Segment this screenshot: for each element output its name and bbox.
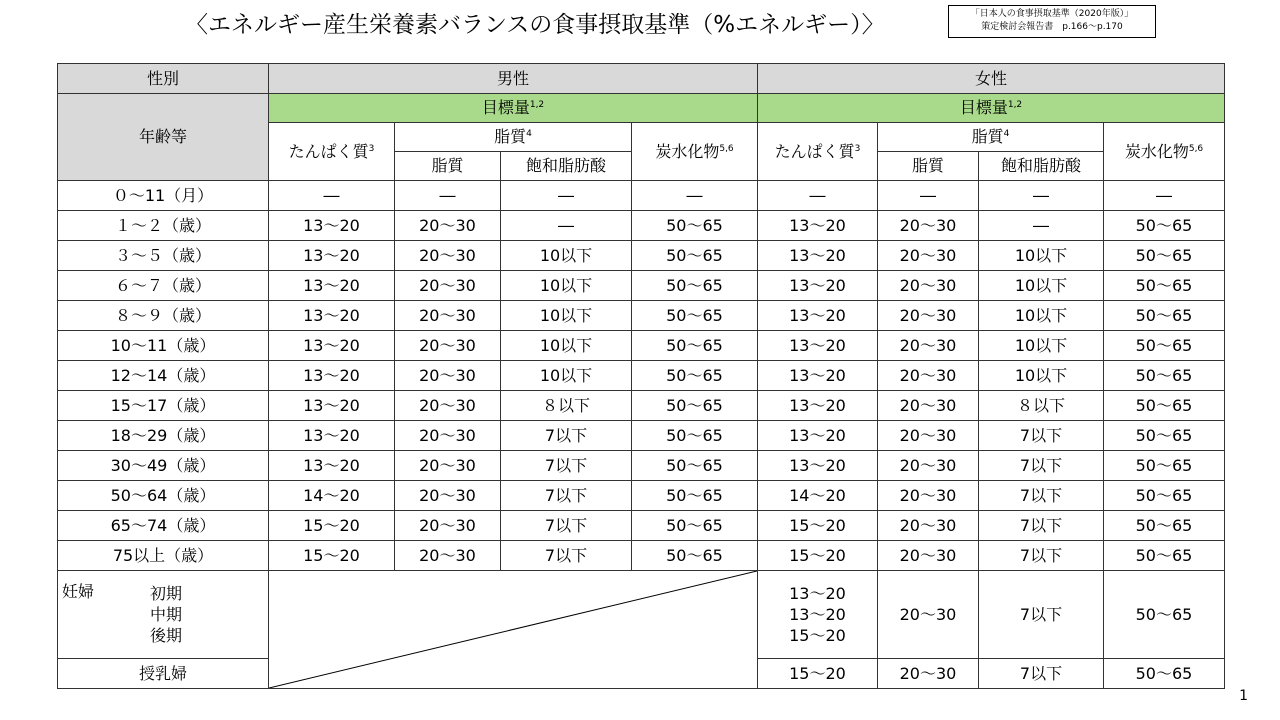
source-line-2: 策定検討会報告書 p.166～p.170 xyxy=(981,22,1123,32)
female-value-cell: 15～20 xyxy=(758,511,878,541)
header-carb-female: 炭水化物$^{5,6}$ xyxy=(1104,123,1225,181)
female-value-cell: 7以下 xyxy=(979,511,1104,541)
age-cell: 65～74（歳） xyxy=(58,511,269,541)
pregnant-stage-label: 後期 xyxy=(150,626,183,645)
female-value-cell: 50～65 xyxy=(1104,331,1225,361)
male-value-cell: 10以下 xyxy=(501,241,632,271)
male-value-cell: 20～30 xyxy=(395,361,501,391)
female-value-cell: 20～30 xyxy=(878,421,979,451)
male-value-cell: 7以下 xyxy=(501,451,632,481)
male-value-cell: 13～20 xyxy=(269,391,395,421)
table-row-pregnant xyxy=(58,571,1225,659)
female-value-cell: 15～20 xyxy=(758,541,878,571)
male-value-cell: 20～30 xyxy=(395,421,501,451)
table-row xyxy=(58,241,1225,271)
age-cell: 30～49（歳） xyxy=(58,451,269,481)
female-value-cell: 10以下 xyxy=(979,361,1104,391)
header-fat-male: 脂質 xyxy=(395,152,501,181)
male-value-cell: 50～65 xyxy=(632,511,758,541)
header-protein-male: たんぱく質$^3$ xyxy=(269,123,395,181)
header-fat-group-male: 脂質$^4$ xyxy=(395,123,632,152)
female-value-cell: ― xyxy=(878,181,979,211)
male-value-cell: ― xyxy=(269,181,395,211)
male-value-cell: 13～20 xyxy=(269,451,395,481)
male-value-cell: 10以下 xyxy=(501,331,632,361)
male-value-cell: 10以下 xyxy=(501,271,632,301)
male-value-cell: 10以下 xyxy=(501,301,632,331)
male-value-cell: 20～30 xyxy=(395,301,501,331)
female-value-cell: 50～65 xyxy=(1104,451,1225,481)
female-value-cell: 7以下 xyxy=(979,421,1104,451)
male-value-cell: 20～30 xyxy=(395,511,501,541)
header-target-female: 目標量$^{1,2}$ xyxy=(758,94,1225,123)
pregnant-stage-label: 初期 xyxy=(150,584,183,603)
header-age: 年齢等 xyxy=(58,94,269,181)
male-value-cell: ― xyxy=(501,181,632,211)
table-row xyxy=(58,421,1225,451)
male-value-cell: 13～20 xyxy=(269,331,395,361)
age-cell: 15～17（歳） xyxy=(58,391,269,421)
age-cell: ８～９（歳） xyxy=(58,301,269,331)
male-value-cell: 15～20 xyxy=(269,541,395,571)
male-value-cell: ８以下 xyxy=(501,391,632,421)
male-value-cell: 7以下 xyxy=(501,481,632,511)
header-sex: 性別 xyxy=(58,64,269,94)
male-value-cell: 20～30 xyxy=(395,451,501,481)
source-citation-box xyxy=(948,5,1156,38)
male-value-cell: 50～65 xyxy=(632,361,758,391)
age-cell: １～２（歳） xyxy=(58,211,269,241)
female-value-cell: 20～30 xyxy=(878,211,979,241)
female-value-cell: 20～30 xyxy=(878,271,979,301)
male-value-cell: 50～65 xyxy=(632,451,758,481)
female-value-cell: 50～65 xyxy=(1104,241,1225,271)
table-row xyxy=(58,271,1225,301)
female-value-cell: ― xyxy=(979,211,1104,241)
female-value-cell: 14～20 xyxy=(758,481,878,511)
female-value-cell: 50～65 xyxy=(1104,211,1225,241)
table-row xyxy=(58,451,1225,481)
header-protein-female: たんぱく質$^3$ xyxy=(758,123,878,181)
female-value-cell: 20～30 xyxy=(878,451,979,481)
female-value-cell: 13～20 xyxy=(758,331,878,361)
male-value-cell: 13～20 xyxy=(269,211,395,241)
header-fat-group-female: 脂質$^4$ xyxy=(878,123,1104,152)
lactating-carb-cell: 50～65 xyxy=(1104,659,1225,689)
header-fat-female: 脂質 xyxy=(878,152,979,181)
female-value-cell: 20～30 xyxy=(878,511,979,541)
female-value-cell: 50～65 xyxy=(1104,511,1225,541)
female-value-cell: 10以下 xyxy=(979,241,1104,271)
lactating-label-cell: 授乳婦 xyxy=(58,659,269,689)
age-cell: 75以上（歳） xyxy=(58,541,269,571)
lactating-saturated-fat-cell: 7以下 xyxy=(979,659,1104,689)
male-value-cell: 50～65 xyxy=(632,271,758,301)
female-value-cell: ８以下 xyxy=(979,391,1104,421)
table-row xyxy=(58,211,1225,241)
female-value-cell: ― xyxy=(758,181,878,211)
age-cell: 50～64（歳） xyxy=(58,481,269,511)
female-value-cell: 10以下 xyxy=(979,331,1104,361)
female-value-cell: 20～30 xyxy=(878,481,979,511)
male-value-cell: ― xyxy=(501,211,632,241)
female-value-cell: 50～65 xyxy=(1104,361,1225,391)
female-value-cell: 50～65 xyxy=(1104,391,1225,421)
page-number: 1 xyxy=(1239,688,1248,704)
female-value-cell: 13～20 xyxy=(758,361,878,391)
male-value-cell: ― xyxy=(395,181,501,211)
female-value-cell: 7以下 xyxy=(979,481,1104,511)
female-value-cell: 20～30 xyxy=(878,361,979,391)
male-na-diagonal-cell xyxy=(269,571,758,689)
female-value-cell: 13～20 xyxy=(758,451,878,481)
male-value-cell: 13～20 xyxy=(269,301,395,331)
table-row xyxy=(58,361,1225,391)
male-value-cell: 50～65 xyxy=(632,241,758,271)
header-female: 女性 xyxy=(758,64,1225,94)
intake-table xyxy=(57,63,1225,689)
pregnant-stage-label: 中期 xyxy=(150,605,183,624)
age-cell: 12～14（歳） xyxy=(58,361,269,391)
age-cell: 18～29（歳） xyxy=(58,421,269,451)
female-value-cell: ― xyxy=(1104,181,1225,211)
table-row xyxy=(58,301,1225,331)
female-value-cell: ― xyxy=(979,181,1104,211)
male-value-cell: 50～65 xyxy=(632,541,758,571)
female-value-cell: 10以下 xyxy=(979,271,1104,301)
pregnant-stages xyxy=(150,583,182,646)
male-value-cell: 13～20 xyxy=(269,271,395,301)
pregnant-protein-value: 15～20 xyxy=(789,626,846,645)
female-value-cell: 20～30 xyxy=(878,541,979,571)
female-value-cell: 20～30 xyxy=(878,301,979,331)
male-value-cell: 20～30 xyxy=(395,541,501,571)
pregnant-label: 妊婦 xyxy=(62,582,95,601)
female-value-cell: 7以下 xyxy=(979,451,1104,481)
female-value-cell: 13～20 xyxy=(758,301,878,331)
lactating-fat-cell: 20～30 xyxy=(878,659,979,689)
male-value-cell: 10以下 xyxy=(501,361,632,391)
female-value-cell: 20～30 xyxy=(878,241,979,271)
age-cell: 10～11（歳） xyxy=(58,331,269,361)
table-row xyxy=(58,181,1225,211)
page-title: 〈エネルギー産生栄養素バランスの食事摂取基準（%エネルギー）〉 xyxy=(185,12,885,38)
female-value-cell: 13～20 xyxy=(758,211,878,241)
header-saturated-fat-male: 飽和脂肪酸 xyxy=(501,152,632,181)
pregnant-carb-cell: 50～65 xyxy=(1104,571,1225,659)
male-value-cell: 50～65 xyxy=(632,421,758,451)
header-saturated-fat-female: 飽和脂肪酸 xyxy=(979,152,1104,181)
female-value-cell: 20～30 xyxy=(878,391,979,421)
female-value-cell: 50～65 xyxy=(1104,541,1225,571)
female-value-cell: 13～20 xyxy=(758,391,878,421)
table-row xyxy=(58,391,1225,421)
age-cell: ６～７（歳） xyxy=(58,271,269,301)
pregnant-label-cell xyxy=(58,571,269,659)
lactating-protein-cell: 15～20 xyxy=(758,659,878,689)
male-value-cell: 20～30 xyxy=(395,481,501,511)
male-value-cell: 20～30 xyxy=(395,211,501,241)
age-cell: ０～11（月） xyxy=(58,181,269,211)
pregnant-protein-value: 13～20 xyxy=(789,584,846,603)
female-value-cell: 50～65 xyxy=(1104,421,1225,451)
male-value-cell: 13～20 xyxy=(269,241,395,271)
male-value-cell: 7以下 xyxy=(501,421,632,451)
table-row xyxy=(58,511,1225,541)
source-line-1: 「日本人の食事摂取基準（2020年版）」 xyxy=(970,9,1134,19)
male-value-cell: 20～30 xyxy=(395,241,501,271)
female-value-cell: 13～20 xyxy=(758,421,878,451)
pregnant-protein-value: 13～20 xyxy=(789,605,846,624)
male-value-cell: 50～65 xyxy=(632,211,758,241)
table-row xyxy=(58,541,1225,571)
table-row xyxy=(58,481,1225,511)
header-male: 男性 xyxy=(269,64,758,94)
male-value-cell: 7以下 xyxy=(501,541,632,571)
male-value-cell: 14～20 xyxy=(269,481,395,511)
male-value-cell: 50～65 xyxy=(632,481,758,511)
table-row xyxy=(58,331,1225,361)
pregnant-protein-cell xyxy=(758,571,878,659)
male-value-cell: 13～20 xyxy=(269,361,395,391)
male-value-cell: 50～65 xyxy=(632,301,758,331)
pregnant-fat-cell: 20～30 xyxy=(878,571,979,659)
male-value-cell: 50～65 xyxy=(632,391,758,421)
female-value-cell: 13～20 xyxy=(758,271,878,301)
male-value-cell: ― xyxy=(632,181,758,211)
female-value-cell: 50～65 xyxy=(1104,481,1225,511)
female-value-cell: 13～20 xyxy=(758,241,878,271)
age-cell: ３～５（歳） xyxy=(58,241,269,271)
female-value-cell: 20～30 xyxy=(878,331,979,361)
header-target-male: 目標量$^{1,2}$ xyxy=(269,94,758,123)
header-carb-male: 炭水化物$^{5,6}$ xyxy=(632,123,758,181)
female-value-cell: 50～65 xyxy=(1104,271,1225,301)
pregnant-saturated-fat-cell: 7以下 xyxy=(979,571,1104,659)
male-value-cell: 13～20 xyxy=(269,421,395,451)
male-value-cell: 20～30 xyxy=(395,331,501,361)
male-value-cell: 20～30 xyxy=(395,271,501,301)
male-value-cell: 50～65 xyxy=(632,331,758,361)
female-value-cell: 7以下 xyxy=(979,541,1104,571)
male-value-cell: 20～30 xyxy=(395,391,501,421)
female-value-cell: 10以下 xyxy=(979,301,1104,331)
male-value-cell: 15～20 xyxy=(269,511,395,541)
male-value-cell: 7以下 xyxy=(501,511,632,541)
diagonal-line xyxy=(269,571,757,688)
female-value-cell: 50～65 xyxy=(1104,301,1225,331)
